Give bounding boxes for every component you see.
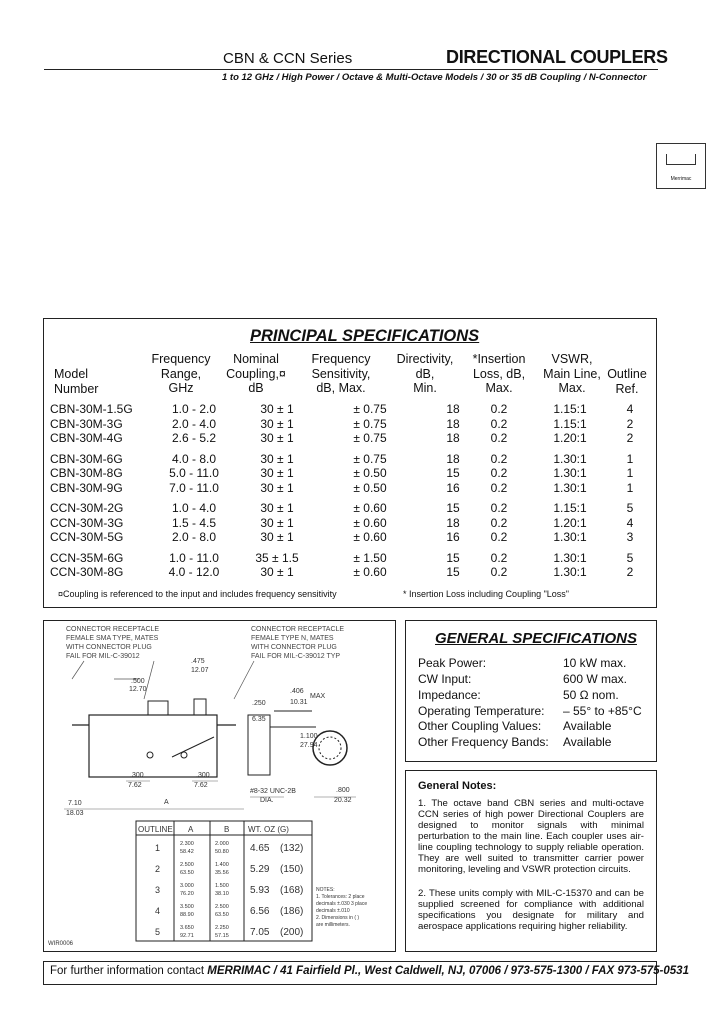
coupled-port-connector [148, 701, 168, 715]
table-cell: 58.42 [180, 849, 194, 855]
cell-outline-ref: 3 [626, 530, 634, 544]
general-note-2: 2. These units comply with MIL-C-15370 and can be supplied screened for compliance with additional specifications you designate for military and aerospace applications requiring higher reliability. [418, 888, 644, 932]
table-cell: 1.500 [215, 883, 229, 889]
page-title: DIRECTIONAL COUPLERS [446, 47, 668, 67]
dim-label: .475 [191, 658, 205, 665]
cell-loss: 0.2 [490, 402, 508, 416]
cell-vswr: 1.30:1 [553, 550, 587, 565]
cell-model: CCN-30M-8G [50, 565, 124, 579]
cell-directivity: 18 [446, 515, 460, 530]
cell-directivity: 15 [446, 466, 460, 480]
header-rule [44, 69, 658, 70]
outline-table-header [138, 825, 289, 834]
general-notes-title: General Notes: [418, 780, 497, 792]
note-line: 1. Tolerances: 2 place [316, 894, 365, 900]
dim-label: 20.32 [334, 797, 352, 804]
table-cell: (200) [280, 927, 304, 938]
table-cell: 57.15 [215, 933, 229, 939]
col-header-line: GHz [168, 381, 194, 395]
col-header-range [148, 352, 214, 396]
col-header-line: Range, [160, 366, 202, 381]
table-cell: (150) [280, 864, 304, 875]
table-cell: 76.20 [180, 891, 194, 897]
table-row [48, 417, 648, 432]
callout-line: FAIL FOR MIL-C-39012 TYP [251, 653, 341, 660]
dim-label: 7.62 [128, 782, 142, 789]
cell-range: 1.0 - 2.0 [171, 402, 217, 416]
col-header-model [54, 367, 98, 396]
callout-line: FAIL FOR MIL-C-39012 [66, 653, 140, 660]
callout-line: CONNECTOR RECEPTACLE [251, 626, 345, 633]
cell-coupling: 30 ± 1 [260, 402, 294, 416]
cell-vswr: 1.20:1 [553, 515, 587, 530]
cell-vswr: 1.30:1 [553, 530, 587, 544]
cell-model: CCN-35M-6G [50, 550, 124, 565]
table-row [48, 481, 648, 496]
spec-table-body [48, 402, 648, 580]
table-cell: 2.250 [215, 925, 229, 931]
table-row [48, 516, 648, 531]
n-connector-inner-icon [319, 737, 341, 759]
cell-outline-ref: 2 [626, 431, 634, 445]
connector-left-callout [66, 626, 159, 660]
cell-loss: 0.2 [490, 501, 508, 515]
cell-range: 1.5 - 4.5 [171, 515, 217, 530]
cell-range: 4.0 - 8.0 [171, 451, 217, 466]
note-line: are millimeters. [316, 922, 350, 928]
spec-label: CW Input: [418, 672, 472, 686]
footnote-insertion-loss: * Insertion Loss including Coupling "Loss" [403, 589, 569, 599]
series-name: CBN & CCN Series [223, 50, 353, 67]
col-header-loss [466, 352, 532, 396]
col-header-coupling [220, 352, 292, 396]
principal-specs-title: PRINCIPAL SPECIFICATIONS [250, 327, 480, 345]
cell-directivity: 15 [446, 501, 460, 515]
dim-label: .500 [131, 678, 145, 685]
cell-vswr: 1.15:1 [553, 501, 587, 515]
logo-icon [666, 154, 696, 165]
spec-label: Other Frequency Bands: [418, 735, 549, 749]
table-cell: 92.71 [180, 933, 194, 939]
cell-model: CBN-30M-3G [50, 416, 123, 431]
spec-value: 50 Ω nom. [563, 688, 619, 702]
col-header-line: *Insertion [472, 352, 526, 366]
spec-label: Peak Power: [418, 656, 487, 670]
dim-label: 10.31 [290, 699, 308, 706]
table-cell: 6.56 [250, 906, 270, 917]
dim-label: .800 [336, 787, 350, 794]
cell-sensitivity: ± 0.50 [353, 466, 387, 480]
cell-model: CCN-30M-3G [50, 515, 124, 530]
cell-loss: 0.2 [490, 515, 508, 530]
spec-value: – 55° to +85°C [563, 704, 642, 718]
table-cell: 63.50 [180, 870, 194, 876]
outline-table-frame [136, 821, 312, 941]
cell-sensitivity: ± 0.75 [353, 431, 387, 445]
table-cell: 3.500 [180, 904, 194, 910]
drawing-number: WIR0006 [48, 941, 74, 947]
spec-value: Available [563, 719, 612, 733]
cell-coupling: 30 ± 1 [260, 515, 294, 530]
col-header-line: Frequency [151, 352, 211, 366]
cell-sensitivity: ± 1.50 [353, 550, 387, 565]
cell-coupling: 35 ± 1.5 [255, 550, 299, 565]
cell-coupling: 30 ± 1 [260, 480, 294, 495]
cell-vswr: 1.30:1 [553, 565, 587, 579]
cell-loss: 0.2 [490, 431, 508, 445]
col-header-line: Frequency [311, 352, 371, 366]
col-header-line: Model [54, 367, 89, 381]
cell-vswr: 1.15:1 [553, 416, 587, 431]
cell-coupling: 30 ± 1 [260, 451, 294, 466]
cell-directivity: 16 [446, 480, 460, 495]
cell-directivity: 18 [446, 451, 460, 466]
cell-outline-ref: 2 [626, 565, 634, 579]
coupled-port-connector-2 [194, 699, 206, 715]
spec-label: Other Coupling Values: [418, 719, 542, 733]
table-cell: 3.000 [180, 883, 194, 889]
col-header-line: dB, Max. [316, 381, 366, 395]
dim-label: .300 [196, 772, 210, 779]
cell-directivity: 15 [446, 550, 460, 565]
dim-label: 12.07 [191, 667, 209, 674]
table-header-cell: WT. OZ (G) [248, 825, 289, 834]
spec-label: Operating Temperature: [418, 704, 545, 718]
table-cell: 63.50 [215, 912, 229, 918]
footer-contact [50, 965, 689, 977]
table-cell: 50.80 [215, 849, 229, 855]
logo-badge [656, 143, 706, 189]
col-header-line: Max. [485, 381, 513, 395]
dim-label: MAX [310, 693, 326, 700]
callout-line: FEMALE TYPE N, MATES [251, 635, 334, 642]
spec-value: Available [563, 735, 612, 749]
dim-label: 7.10 [68, 800, 82, 807]
table-header-cell: A [188, 825, 194, 834]
table-header-cell: B [224, 825, 230, 834]
table-cell: 5.93 [250, 885, 270, 896]
col-header-line: Outline [607, 367, 647, 381]
table-cell: 2.300 [180, 841, 194, 847]
footnote-coupling: ¤Coupling is referenced to the input and includes frequency sensitivity [58, 589, 337, 599]
dim-label: .250 [252, 700, 266, 707]
col-header-line: dB [248, 381, 264, 395]
table-row [48, 452, 648, 467]
cell-loss: 0.2 [490, 550, 508, 565]
dim-label: 6.35 [252, 716, 266, 723]
table-header-cell: OUTLINE [138, 825, 173, 834]
cell-sensitivity: ± 0.75 [353, 416, 387, 431]
dim-label: DIA. [260, 797, 274, 804]
cell-vswr: 1.30:1 [553, 451, 587, 466]
coupler-body-side [248, 715, 270, 775]
table-cell: 2.500 [215, 904, 229, 910]
col-header-sensitivity [302, 352, 380, 396]
col-header-line: Nominal [233, 352, 279, 366]
cell-loss: 0.2 [490, 480, 508, 495]
outline-drawing [44, 621, 393, 949]
dim-label: 27.94 [300, 742, 318, 749]
table-cell: 2 [155, 864, 161, 874]
n-connector-face-icon [313, 731, 347, 765]
table-cell: 5.29 [250, 864, 270, 875]
footer-contact-details: MERRIMAC / 41 Fairfield Pl., West Caldwell, NJ, 07006 / 973-575-1300 / FAX 973-575-0531 [207, 965, 689, 977]
dim-label: #8-32 UNC-2B [250, 788, 296, 795]
outline-table [136, 821, 312, 941]
cell-directivity: 18 [446, 416, 460, 431]
table-row [48, 402, 648, 417]
col-header-line: Min. [413, 381, 437, 395]
cell-sensitivity: ± 0.60 [353, 565, 387, 579]
mount-hole-icon [147, 752, 153, 758]
col-header-line: Number [54, 381, 99, 396]
cell-directivity: 18 [446, 431, 460, 445]
table-cell: 3.650 [180, 925, 194, 931]
col-header-line: Directivity, [396, 352, 454, 366]
footer-prefix: For further information contact [50, 965, 208, 977]
dimension-lines [64, 781, 356, 809]
table-cell: 35.56 [215, 870, 229, 876]
table-cell: 38.10 [215, 891, 229, 897]
cell-vswr: 1.30:1 [553, 480, 587, 495]
col-header-outline [603, 367, 651, 396]
cell-range: 1.0 - 4.0 [171, 501, 217, 515]
dim-label: 18.03 [66, 810, 84, 817]
table-cell: (186) [280, 906, 304, 917]
table-row [48, 431, 648, 446]
coupler-body-top [89, 715, 217, 777]
cell-sensitivity: ± 0.75 [353, 451, 387, 466]
logo-caption: Merrimac [670, 176, 692, 182]
cell-range: 2.0 - 4.0 [171, 416, 217, 431]
cell-directivity: 16 [446, 530, 460, 544]
cell-directivity: 18 [446, 402, 460, 416]
cell-sensitivity: ± 0.60 [353, 515, 387, 530]
dim-label: 1.100 [300, 733, 318, 740]
cell-model: CBN-30M-8G [50, 466, 123, 480]
table-cell: 7.05 [250, 927, 270, 938]
callout-line: CONNECTOR RECEPTACLE [66, 626, 160, 633]
table-cell: 2.000 [215, 841, 229, 847]
col-header-vswr [538, 352, 606, 396]
cell-model: CBN-30M-1.5G [50, 402, 133, 416]
table-row [48, 501, 648, 516]
callout-line: WITH CONNECTOR PLUG [251, 644, 337, 651]
cell-sensitivity: ± 0.60 [353, 530, 387, 544]
cell-outline-ref: 5 [626, 550, 634, 565]
connector-right-callout [251, 626, 344, 660]
leader-lines [72, 661, 254, 699]
mount-hole-icon [181, 752, 187, 758]
note-line: 2. Dimensions in ( ) [316, 915, 360, 921]
cell-range: 7.0 - 11.0 [169, 480, 219, 495]
table-cell: 5 [155, 927, 161, 937]
cell-coupling: 30 ± 1 [260, 565, 294, 579]
cell-sensitivity: ± 0.60 [353, 501, 387, 515]
table-row [48, 551, 648, 566]
cell-loss: 0.2 [490, 451, 508, 466]
dim-label: .300 [130, 772, 144, 779]
general-specs-title: GENERAL SPECIFICATIONS [435, 630, 637, 647]
cell-coupling: 30 ± 1 [260, 530, 294, 544]
dim-label: .406 [290, 688, 304, 695]
cell-coupling: 30 ± 1 [260, 416, 294, 431]
table-row [48, 565, 648, 580]
col-header-line: Coupling,¤ [226, 366, 286, 381]
cell-range: 4.0 - 12.0 [168, 565, 220, 579]
cell-model: CBN-30M-9G [50, 480, 123, 495]
col-header-line: Loss, dB, [472, 366, 526, 381]
table-cell: (132) [280, 843, 304, 854]
table-cell: 1.400 [215, 862, 229, 868]
cell-vswr: 1.20:1 [553, 431, 587, 445]
cell-outline-ref: 4 [626, 515, 634, 530]
table-cell: (168) [280, 885, 304, 896]
col-header-line: dB, [415, 366, 435, 381]
spec-label: Impedance: [418, 688, 481, 702]
cell-loss: 0.2 [490, 565, 508, 579]
cell-model: CCN-30M-2G [50, 501, 124, 515]
col-header-line: Ref. [615, 381, 639, 396]
dim-label: 7.62 [194, 782, 208, 789]
table-cell: 4.65 [250, 843, 270, 854]
cell-vswr: 1.15:1 [553, 402, 587, 416]
dim-label: 12.70 [129, 686, 147, 693]
cell-model: CBN-30M-4G [50, 431, 123, 445]
cell-coupling: 30 ± 1 [260, 431, 294, 445]
cell-coupling: 30 ± 1 [260, 466, 294, 480]
note-line: decimals ±.010 [316, 908, 350, 914]
cell-range: 5.0 - 11.0 [169, 466, 219, 480]
cell-sensitivity: ± 0.50 [353, 480, 387, 495]
col-header-line: Main Line, [543, 366, 601, 381]
col-header-line: Max. [558, 381, 586, 395]
cell-vswr: 1.30:1 [553, 466, 587, 480]
cell-range: 2.6 - 5.2 [171, 431, 217, 445]
callout-line: WITH CONNECTOR PLUG [66, 644, 152, 651]
cell-model: CCN-30M-5G [50, 530, 124, 544]
cell-coupling: 30 ± 1 [260, 501, 294, 515]
mount-leader [172, 737, 214, 757]
table-cell: 88.90 [180, 912, 194, 918]
drawing-notes [316, 887, 367, 928]
cell-sensitivity: ± 0.75 [353, 402, 387, 416]
cell-model: CBN-30M-6G [50, 451, 123, 466]
table-cell: 3 [155, 885, 161, 895]
col-header-line: Sensitivity, [311, 366, 371, 381]
cell-outline-ref: 1 [626, 480, 634, 495]
table-row [48, 530, 648, 545]
page-subtitle: 1 to 12 GHz / High Power / Octave & Multi-Octave Models / 30 or 35 dB Coupling / N-Connector [222, 72, 647, 83]
cell-loss: 0.2 [490, 416, 508, 431]
table-cell: 1 [155, 843, 161, 853]
callout-line: FEMALE SMA TYPE, MATES [66, 635, 159, 642]
cell-outline-ref: 1 [626, 451, 634, 466]
cell-loss: 0.2 [490, 530, 508, 544]
spec-value: 600 W max. [563, 672, 628, 686]
table-cell: 2.500 [180, 862, 194, 868]
general-note-1: 1. The octave band CBN series and multi-octave CCN series of high power Directional Couplers are designed to monitor signals with minimal perturbation to the main line. Each coupler uses air-line coupling technology to supply reliable operation. They are well suited to transmitter carrier power monitoring, leveling and VSWR protection circuits. [418, 798, 644, 875]
cell-outline-ref: 5 [626, 501, 634, 515]
note-line: NOTES: [316, 887, 335, 893]
cell-directivity: 15 [446, 565, 460, 579]
cell-outline-ref: 4 [626, 402, 634, 416]
outline-table-rows [155, 841, 303, 939]
cell-outline-ref: 2 [626, 416, 634, 431]
table-cell: 4 [155, 906, 161, 916]
dim-label: A [164, 799, 169, 806]
dimension-labels [66, 658, 352, 817]
spec-value: 10 kW max. [563, 656, 627, 670]
cell-range: 1.0 - 11.0 [169, 550, 219, 565]
cell-range: 2.0 - 8.0 [171, 530, 217, 544]
cell-outline-ref: 1 [626, 466, 634, 480]
col-header-directivity [390, 352, 460, 396]
note-line: decimals ±.030 3 place [316, 901, 368, 907]
col-header-line: VSWR, [551, 352, 593, 366]
table-row [48, 466, 648, 481]
cell-loss: 0.2 [490, 466, 508, 480]
